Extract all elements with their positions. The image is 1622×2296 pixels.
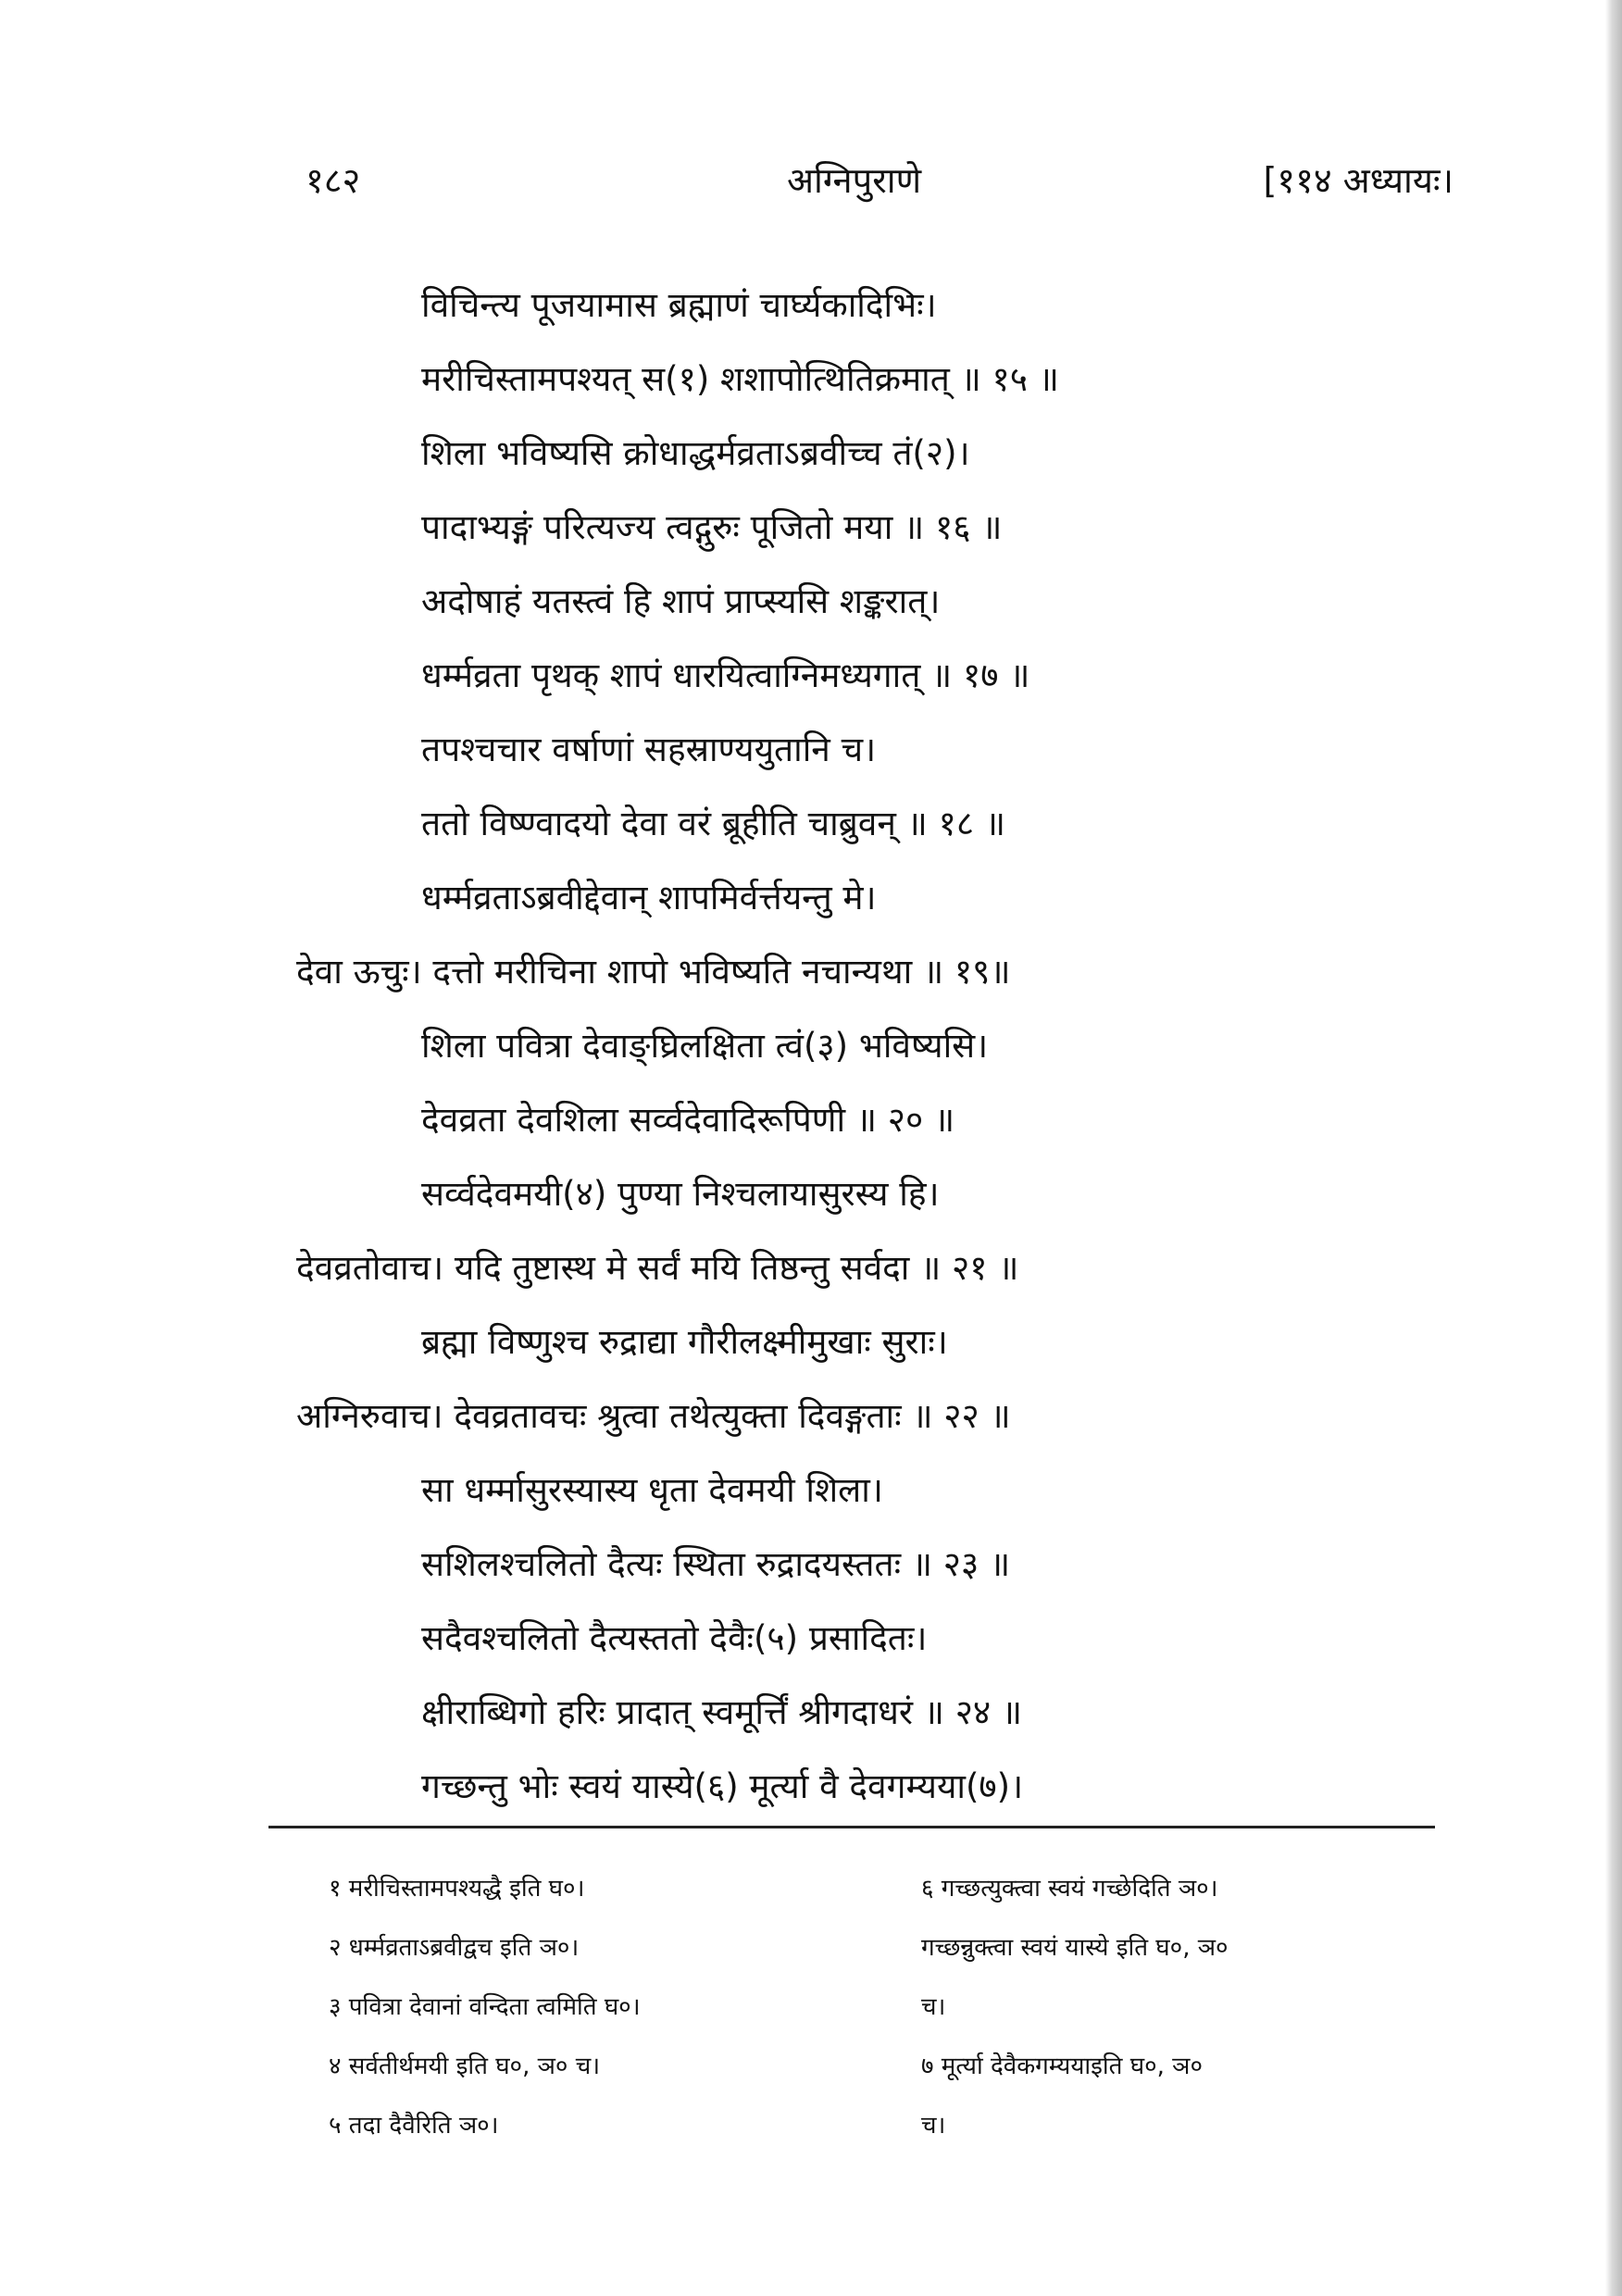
footnote: ३ पवित्रा देवानां वन्दिता त्वमिति घ०। [329,1993,641,2021]
verse-line: देवव्रता देवशिला सर्व्वदेवादिरूपिणी ॥ २० ॥ [421,1100,955,1140]
footnotes-right-column [921,1859,1440,2155]
verse-line: क्षीराब्धिगो हरिः प्रादात् स्वमूर्त्तिं श्रीगदाधरं ॥ २४ ॥ [421,1692,1023,1732]
verse-line: धर्म्मव्रता पृथक् शापं धारयित्वाग्निमध्यगात् ॥ १७ ॥ [421,655,1030,695]
verse-line: विचिन्त्य पूजयामास ब्रह्माणं चार्घ्यकादिभिः। [421,285,937,325]
verse-line: सदैवश्चलितो दैत्यस्ततो देवैः(५) प्रसादितः। [421,1618,928,1658]
footnotes [329,1859,1440,2229]
page-number: १८२ [306,160,361,201]
page-header [306,156,1454,211]
footnote: ६ गच्छत्युक्त्वा स्वयं गच्छेदिति ञ०। [921,1875,1218,1903]
footnote: च। [921,1993,946,2021]
verse-line: मरीचिस्तामपश्यत् स(१) शशापोत्थितिक्रमात् ॥ १५ ॥ [421,359,1059,399]
footnote-rule [268,1826,1435,1828]
verse-line: सशिलश्चलितो दैत्यः स्थिता रुद्रादयस्ततः ॥ २३ ॥ [421,1544,1011,1584]
verse-line: सर्व्वदेवमयी(४) पुण्या निश्चलायासुरस्य हि। [421,1174,940,1214]
chapter-label: [११४ अध्यायः। [1263,160,1454,201]
verse-line: देवव्रतोवाच। यदि तुष्टास्थ मे सर्वं मयि तिष्ठन्तु सर्वदा ॥ २१ ॥ [296,1248,1019,1288]
running-title: अग्निपुराणे [787,160,922,201]
verse-line: धर्म्मव्रताऽब्रवीद्देवान् शापमिर्वर्त्तयन्तु मे। [421,878,877,917]
verse-block [296,268,1407,1824]
verse-line: गच्छन्तु भोः स्वयं यास्ये(६) मूर्त्या वै देवगम्यया(७)। [421,1766,1024,1806]
footnote: ४ सर्वतीर्थमयी इति घ०, ञ० च। [329,2053,601,2080]
footnote: ७ मूर्त्या देवैकगम्ययाइति घ०, ञ० [921,2053,1203,2080]
verse-line: शिला पवित्रा देवाङ्घ्रिलक्षिता त्वं(३) भविष्यसि। [421,1026,989,1066]
footnote: च। [921,2112,946,2140]
verse-line: अदोषाहं यतस्त्वं हि शापं प्राप्स्यसि शङ्करात्। [421,581,941,621]
page-edge-shadow [1605,0,1622,2296]
verse-line: पादाभ्यङ्गं परित्यज्य त्वद्गुरुः पूजितो मया ॥ १६ ॥ [421,507,1003,547]
footnote: ५ तदा दैवैरिति ञ०। [329,2112,499,2140]
verse-line: देवा ऊचुः। दत्तो मरीचिना शापो भविष्यति नचान्यथा ॥ १९॥ [296,952,1011,992]
footnote: १ मरीचिस्तामपश्यद्धै इति घ०। [329,1875,585,1903]
verse-line: अग्निरुवाच। देवव्रतावचः श्रुत्वा तथेत्युक्ता दिवङ्गताः ॥ २२ ॥ [296,1396,1011,1436]
verse-line: सा धर्म्मासुरस्यास्य धृता देवमयी शिला। [421,1470,883,1510]
footnotes-left-column [329,1859,893,2155]
verse-line: ब्रह्मा विष्णुश्च रुद्राद्या गौरीलक्ष्मीमुखाः सुराः। [421,1322,948,1362]
verse-line: शिला भविष्यसि क्रोधाद्धर्मव्रताऽब्रवीच्च तं(२)। [421,433,970,473]
footnote: २ धर्म्मव्रताऽब्रवीद्वच इति ञ०। [329,1934,580,1962]
verse-line: तपश्चचार वर्षाणां सहस्राण्ययुतानि च। [421,730,877,769]
verse-line: ततो विष्ण्वादयो देवा वरं ब्रूहीति चाब्रुवन् ॥ १८ ॥ [421,804,1005,843]
footnote: गच्छन्नुक्त्वा स्वयं यास्ये इति घ०, ञ० [921,1934,1229,1962]
